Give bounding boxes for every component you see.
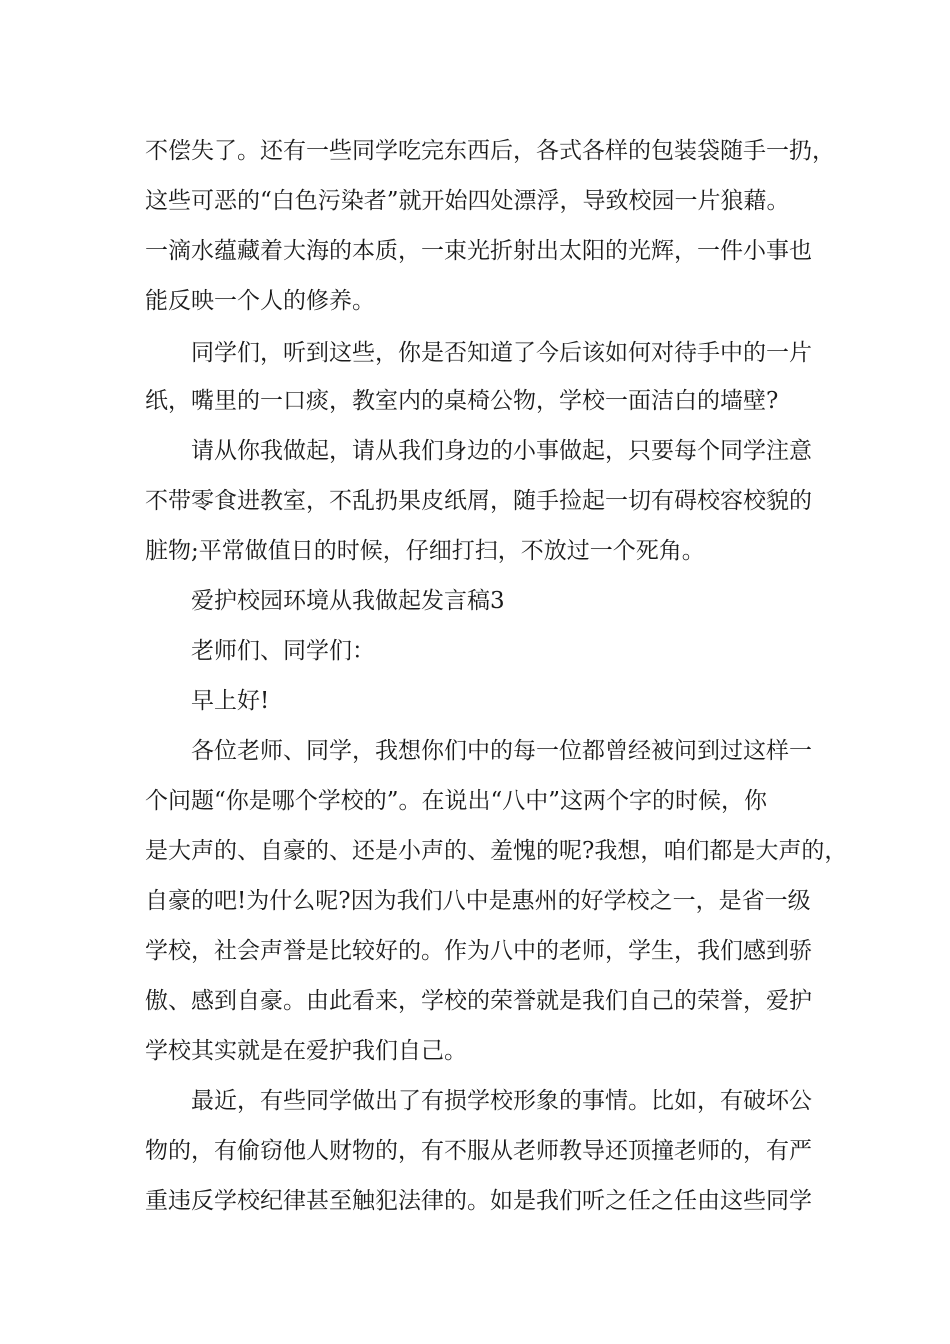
paragraph-start: 同学们，听到这些，你是否知道了今后该如何对待手中的一片 — [191, 340, 812, 366]
text-line: 不偿失了。还有一些同学吃完东西后，各式各样的包装袋随手一扔， — [145, 138, 835, 164]
text-line: 脏物;平常做值日的时候，仔细打扫，不放过一个死角。 — [145, 538, 705, 564]
text-line: 学校，社会声誉是比较好的。作为八中的老师，学生，我们感到骄 — [145, 938, 812, 964]
section-title: 爱护校园环境从我做起发言稿3 — [191, 588, 505, 614]
text-line: 重违反学校纪律甚至触犯法律的。如是我们听之任之任由这些同学 — [145, 1188, 812, 1214]
text-line: 自豪的吧!为什么呢?因为我们八中是惠州的好学校之一，是省一级 — [145, 888, 811, 914]
text-line: 一滴水蕴藏着大海的本质，一束光折射出太阳的光辉，一件小事也 — [145, 238, 812, 264]
text-line: 能反映一个人的修养。 — [145, 288, 375, 314]
text-line: 物的，有偷窃他人财物的，有不服从老师教导还顶撞老师的，有严 — [145, 1138, 812, 1164]
text-line: 这些可恶的“白色污染者”就开始四处漂浮，导致校园一片狼藉。 — [145, 188, 790, 214]
paragraph-start: 请从你我做起，请从我们身边的小事做起，只要每个同学注意 — [191, 438, 812, 464]
text-line: 傲、感到自豪。由此看来，学校的荣誉就是我们自己的荣誉，爱护 — [145, 988, 812, 1014]
text-line: 是大声的、自豪的、还是小声的、羞愧的呢?我想，咱们都是大声的， — [145, 838, 848, 864]
paragraph-start: 各位老师、同学，我想你们中的每一位都曾经被问到过这样一 — [191, 738, 812, 764]
salutation: 老师们、同学们： — [191, 638, 375, 664]
text-line: 纸，嘴里的一口痰，教室内的桌椅公物，学校一面洁白的墙壁? — [145, 388, 779, 414]
text-line: 学校其实就是在爱护我们自己。 — [145, 1038, 467, 1064]
greeting: 早上好! — [191, 688, 270, 714]
text-line: 不带零食进教室，不乱扔果皮纸屑，随手捡起一切有碍校容校貌的 — [145, 488, 812, 514]
text-line: 个问题“你是哪个学校的”。在说出“八中”这两个字的时候，你 — [145, 788, 768, 814]
paragraph-start: 最近，有些同学做出了有损学校形象的事情。比如，有破坏公 — [191, 1088, 812, 1114]
